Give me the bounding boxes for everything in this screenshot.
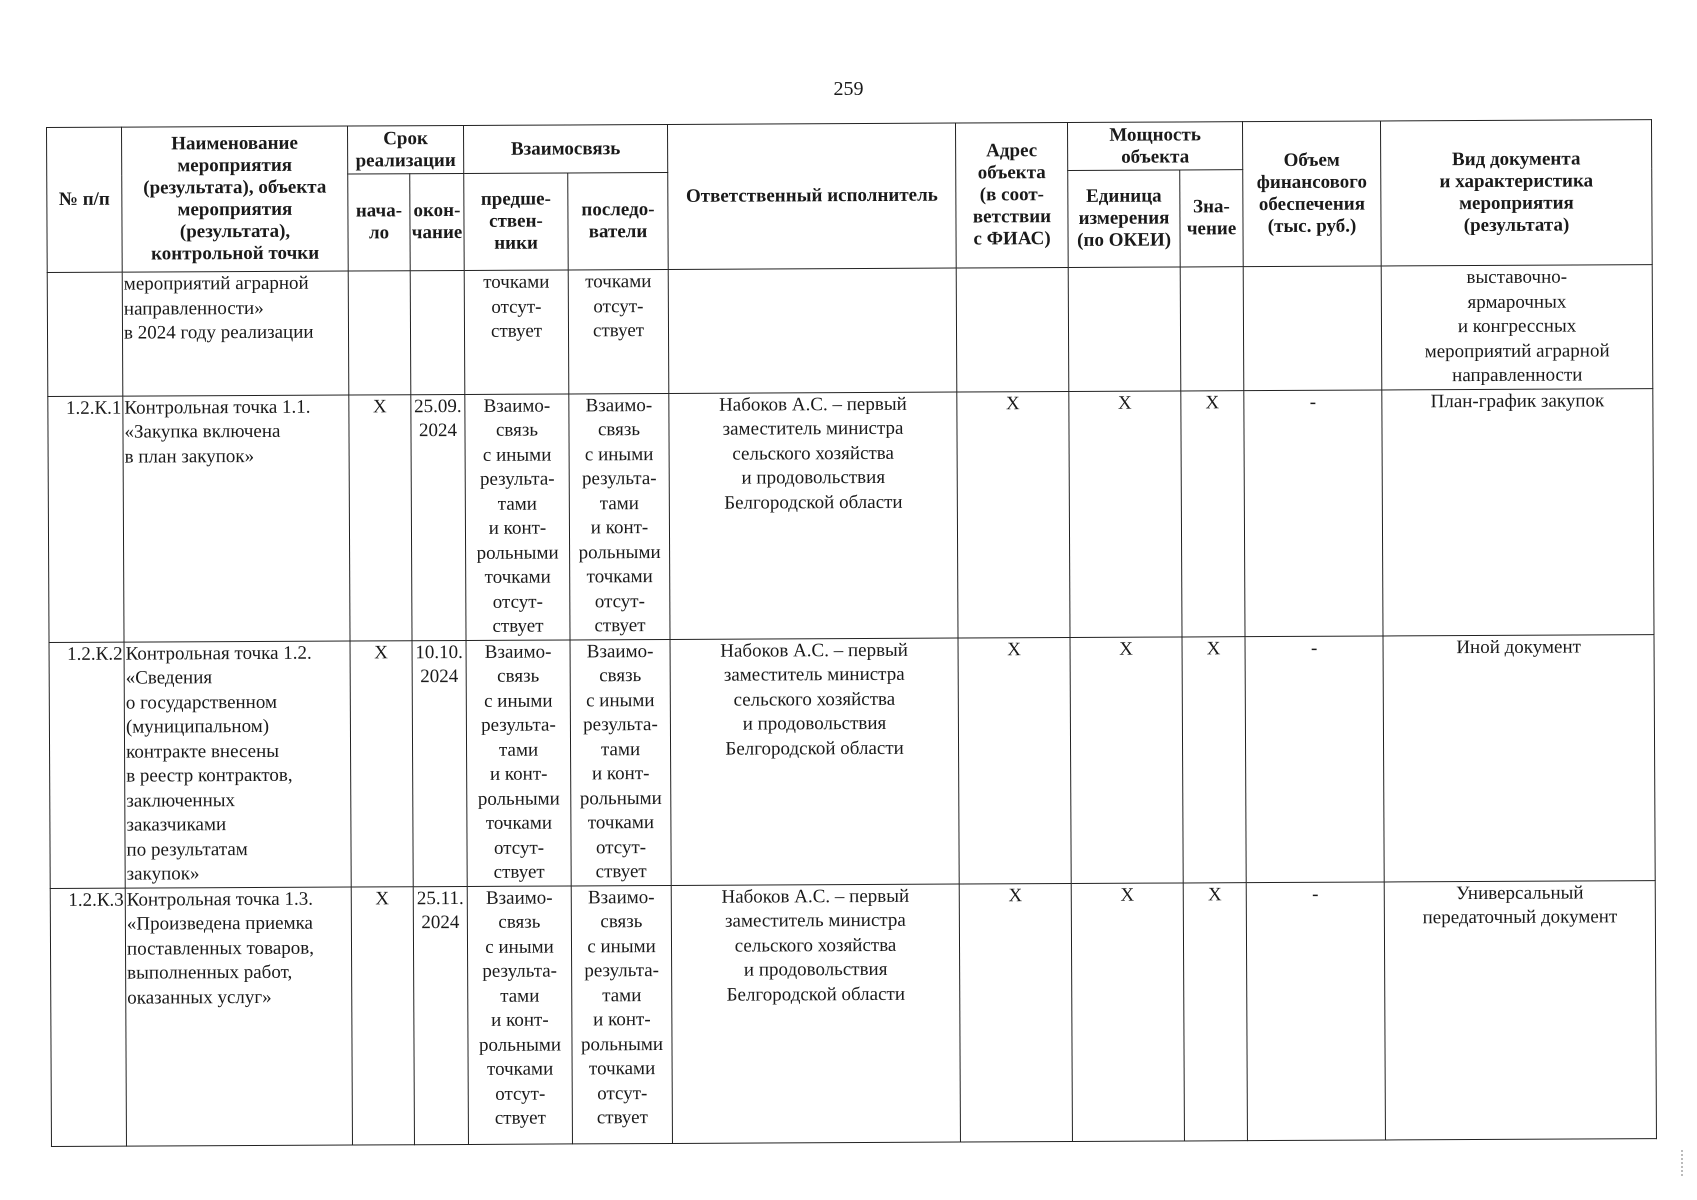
row-doc-type: Иной документ (1383, 634, 1655, 881)
row-end: 10.10. 2024 (412, 640, 467, 886)
table-row (50, 880, 1656, 1146)
row-successors: Взаимо- связь с иными результа- тами и конт- рольными точками отсут- ствует (570, 639, 671, 885)
row-funding: - (1245, 635, 1384, 882)
row-value: Х (1181, 390, 1245, 636)
row-name: Контрольная точка 1.2. «Сведения о государственном (муниципальном) контракте внесены в реестр контрактов, заключенных заказчиками по результатам закупок» (124, 641, 351, 888)
row-unit (1068, 267, 1181, 391)
row-start: Х (351, 886, 414, 1144)
table-row (47, 265, 1653, 396)
scan-edge-mark (1681, 1150, 1685, 1176)
header-funding: Объем финансового обеспечения (тыс. руб.) (1243, 121, 1382, 267)
row-doc-type: Универсальный передаточный документ (1384, 880, 1656, 1139)
plan-table (46, 119, 1657, 1146)
row-address: Х (959, 883, 1072, 1142)
page-number: 259 (833, 78, 864, 100)
row-responsible: Набоков А.С. – первый заместитель министра сельского хозяйства и продовольствия Белгородской области (671, 884, 960, 1143)
row-start (348, 271, 411, 395)
row-responsible: Набоков А.С. – первый заместитель министра сельского хозяйства и продовольствия Белгородской области (670, 638, 959, 885)
row-responsible: Набоков А.С. – первый заместитель министра сельского хозяйства и продовольствия Белгородской области (669, 392, 958, 639)
row-address: Х (958, 637, 1071, 884)
row-num: 1.2.К.1 (48, 396, 124, 642)
row-predecessors: Взаимо- связь с иными результа- тами и конт- рольными точками отсут- ствует (467, 885, 572, 1144)
row-doc-type: выставочно- ярмарочных и конгрессных мероприятий аграрной направленности (1381, 265, 1653, 390)
row-funding: - (1244, 389, 1383, 636)
header-capacity: Мощность объекта (1068, 122, 1243, 171)
header-value: Зна- чение (1180, 170, 1243, 267)
row-address (956, 268, 1069, 392)
header-responsible: Ответственный исполнитель (668, 123, 957, 269)
row-num: 1.2.К.3 (50, 888, 126, 1146)
row-unit: Х (1071, 882, 1184, 1141)
row-predecessors: Взаимо- связь с иными результа- тами и конт- рольными точками отсут- ствует (465, 393, 570, 640)
row-value: Х (1182, 636, 1246, 882)
row-predecessors: точками отсут- ствует (464, 270, 569, 394)
row-value: Х (1183, 882, 1247, 1140)
row-successors: Взаимо- связь с иными результа- тами и конт- рольными точками отсут- ствует (571, 885, 672, 1143)
header-relation: Взаимосвязь (464, 124, 668, 173)
header-row (47, 120, 1652, 176)
header-successors: последо- ватели (568, 172, 668, 269)
row-responsible (668, 268, 957, 393)
row-successors: точками отсут- ствует (568, 269, 669, 393)
row-successors: Взаимо- связь с иными результа- тами и конт- рольными точками отсут- ствует (569, 393, 670, 639)
header-period-start: нача- ло (348, 174, 410, 271)
header-unit: Единица измерения (по ОКЕИ) (1068, 170, 1180, 268)
row-value (1180, 267, 1244, 391)
row-name: Контрольная точка 1.3. «Произведена приемка поставленных товаров, выполненных работ, оказанных услуг» (125, 887, 352, 1146)
row-funding (1243, 266, 1382, 390)
header-address: Адрес объекта (в соот- ветствии с ФИАС) (956, 123, 1069, 269)
row-doc-type: План-график закупок (1382, 388, 1654, 635)
row-num: 1.2.К.2 (49, 642, 125, 888)
header-period: Срок реализации (347, 125, 463, 174)
header-period-end: окон- чание (410, 173, 464, 270)
header-name: Наименование мероприятия (результата), объекта мероприятия (результата), контрольной точки (122, 126, 349, 272)
header-num: № п/п (47, 127, 123, 272)
row-end (410, 270, 465, 394)
row-end: 25.11. 2024 (413, 886, 468, 1144)
row-name: Контрольная точка 1.1. «Закупка включена в план закупок» (123, 395, 350, 642)
header-predecessors: предше- ствен- ники (464, 173, 568, 271)
header-doc-type: Вид документа и характеристика мероприятия (результата) (1381, 120, 1653, 266)
table-row (49, 634, 1655, 888)
row-unit: Х (1070, 636, 1183, 883)
row-address: Х (957, 391, 1070, 638)
row-num (47, 272, 123, 396)
table-row (48, 388, 1654, 642)
row-name: мероприятий аграрной направленности» в 2024 году реализации (122, 271, 349, 396)
row-start: Х (350, 640, 413, 886)
row-unit: Х (1069, 390, 1182, 637)
row-predecessors: Взаимо- связь с иными результа- тами и конт- рольными точками отсут- ствует (466, 639, 571, 886)
row-funding: - (1246, 881, 1385, 1140)
row-end: 25.09. 2024 (411, 394, 466, 640)
row-start: Х (349, 394, 412, 640)
